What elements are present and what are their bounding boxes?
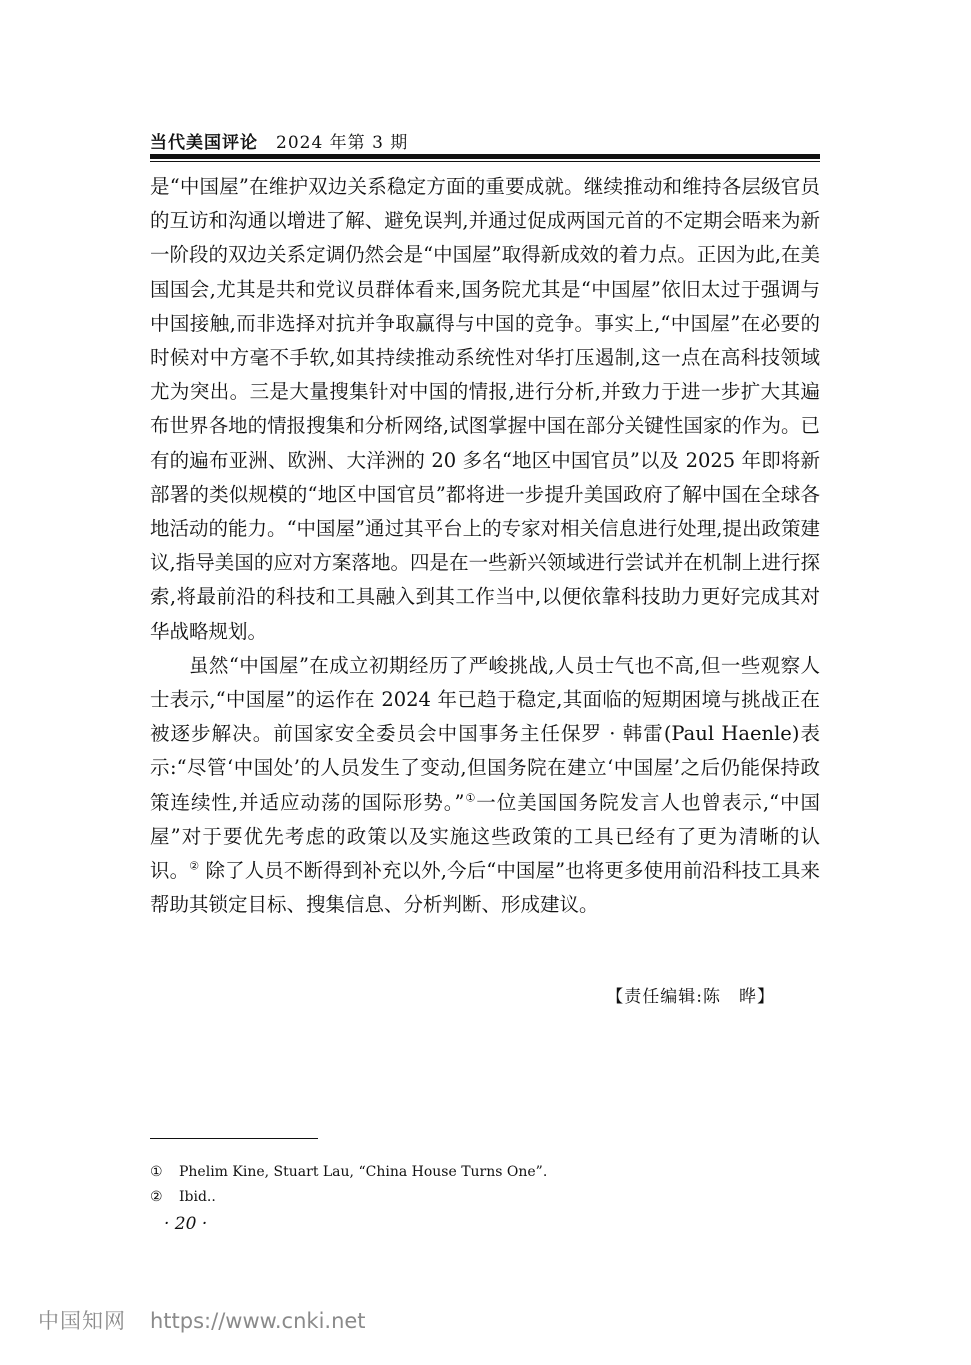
footnote-mark: ②: [150, 1189, 163, 1205]
paragraph-1: 是“中国屋”在维护双边关系稳定方面的重要成就。继续推动和维持各层级官员的互访和沟通以增进了解、避免误判,并通过促成两国元首的不定期会晤来为新一阶段的双边关系定调仍然会是“中国屋”取得新成效的着力点。正因为此,在美国国会,尤其是共和党议员群体看来,国务院尤其是“中国屋”依旧太过于强调与中国接触,而非选择对抗并争取赢得与中国的竞争。事实上,“中国屋”在必要的时候对中方毫不手软,如其持续推动系统性对华打压遏制,这一点在高科技领域尤为突出。三是大量搜集针对中国的情报,进行分析,并致力于进一步扩大其遍布世界各地的情报搜集和分析网络,试图掌握中国在部分关键性国家的作为。已有的遍布亚洲、欧洲、大洋洲的 20 多名“地区中国官员”以及 2025 年即将新部署的类似规模的“地区中国官员”都将进一步提升美国政府了解中国在全球各地活动的能力。“中国屋”通过其平台上的专家对相关信息进行处理,提出政策建议,指导美国的应对方案落地。四是在一些新兴领域进行尝试并在机制上进行探索,将最前沿的科技和工具融入到其工作当中,以便依靠科技助力更好完成其对华战略规划。: [150, 175, 820, 643]
paragraph-2-part-3: 除了人员不断得到补充以外,今后“中国屋”也将更多使用前沿科技工具来帮助其锁定目标、搜集信息、分析判断、形成建议。: [150, 859, 820, 917]
footnote-mark: ①: [150, 1164, 163, 1180]
paragraph-2-part-1: 虽然“中国屋”在成立初期经历了严峻挑战,人员士气也不高,但一些观察人士表示,“中国屋”的运作在 2024 年已趋于稳定,其面临的短期困境与挑战正在被逐步解决。前国家安全委员会中国事务主任保罗 · 韩雷(Paul Haenle)表示:“尽管‘中国处’的人员发生了变动,但国务院在建立‘中国屋’之后仍能保持政策连续性,并适应动荡的国际形势。”: [150, 653, 820, 814]
header-rule-thick: [150, 154, 820, 159]
footnote-item: [150, 1160, 820, 1185]
footnote-ref-1[interactable]: ①: [464, 791, 477, 805]
running-header: [150, 128, 820, 153]
journal-title: 当代美国评论: [150, 133, 258, 153]
footnote-ref-2[interactable]: ②: [189, 859, 200, 873]
footnote-separator: [150, 1138, 318, 1139]
article-body: [150, 170, 820, 922]
footnote-text: Phelim Kine, Stuart Lau, “China House Turns One”.: [179, 1164, 548, 1180]
page-number: · 20 ·: [164, 1214, 208, 1234]
footnotes: [150, 1160, 820, 1210]
paragraph-2: [150, 649, 820, 923]
footnote-text: Ibid..: [179, 1189, 216, 1205]
issue-label: 2024 年第 3 期: [276, 133, 409, 153]
footnote-item: [150, 1185, 820, 1210]
responsible-editor: 【责任编辑:陈 晔】: [606, 987, 775, 1007]
paragraph-2-part-2: 一位美国国务院发言人也曾表示,“中国屋”对于要优先考虑的政策以及实施这些政策的工具已经有了更为清晰的认识。: [150, 790, 820, 883]
cnki-watermark: [38, 1305, 366, 1335]
watermark-url[interactable]: https://www.cnki.net: [150, 1309, 366, 1333]
watermark-site-name: 中国知网: [38, 1309, 126, 1333]
header-rule-thin: [150, 161, 820, 162]
